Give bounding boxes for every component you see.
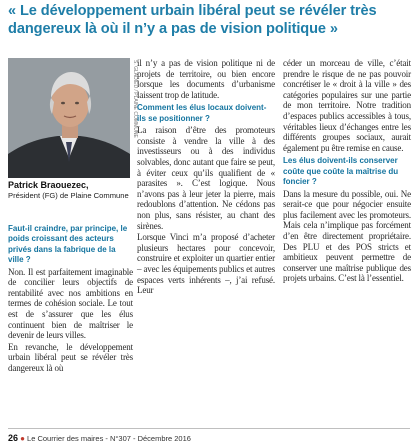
column-1: [8, 224, 133, 374]
footer-divider: [8, 428, 410, 429]
portrait-illustration: [8, 58, 130, 178]
photo-credit: S. GLADIEU / PLAINE COMMUNE: [132, 60, 138, 138]
question-1: Faut-il craindre, par principe, le poids croissant des acteurs privés dans la fabrique de la ville ?: [8, 224, 128, 265]
answer-2-paragraph-1: La raison d’être des promoteurs consiste à vendre la ville à des investisseurs ou à des individus solvables, donc autant que faire se peut, à éviter ceux qu’ils qualifient de « parasites ». C’est logique. Nous n’avons pas à leur jeter la pierre, mais redoublons d’attention. Ne cédons pas non plus, sans résister, au chant des sirènes.: [137, 125, 275, 231]
answer-1-paragraph-2: En revanche, le développement urbain libéral peut se révéler très dangereux là où: [8, 341, 133, 373]
answer-1-paragraph-1: Non. Il est parfaitement imaginable de concilier leurs objectifs de rentabilité avec nos ambitions en termes de cohésion sociale. Le tout est de s’assurer que les élus continuent bien de maîtriser le devenir de leurs villes.: [8, 266, 133, 341]
publication-info: Le Courrier des maires - N°307 - Décembre 2016: [27, 434, 191, 443]
question-3: Les élus doivent-ils conserver coûte que coûte la maîtrise du foncier ?: [283, 156, 399, 187]
column-2: [137, 58, 275, 296]
answer-1-continuation: il n’y a pas de vision politique ni de projets de territoire, ou bien encore lorsque les documents d’urbanisme laissent trop de latitude.: [137, 58, 275, 100]
column-3: [283, 58, 411, 284]
article-headline: « Le développement urbain libéral peut se révéler très dangereux là où il n’y a pas de vision politique »: [8, 3, 377, 37]
question-2: Comment les élus locaux doivent-ils se positionner ?: [137, 103, 267, 123]
page-footer: [8, 431, 191, 445]
answer-2-paragraph-2: Lorsque Vinci m’a proposé d’acheter plusieurs hectares pour concevoir, construire et exploiter un quartier entier – avec les équipements publics et autres espaces verts inhérents –, j’ai refusé. Leur: [137, 232, 275, 296]
page-number: 26: [8, 433, 19, 443]
interviewee-title: Président (FG) de Plaine Commune: [8, 191, 129, 200]
footer-bullet-icon: ●: [20, 434, 25, 443]
answer-3-paragraph-1: Dans la mesure du possible, oui. Ne serait-ce que pour négocier ensuite plus facilement avec les promoteurs. Mais cela n’implique pas forcément d’en être directement propriétaire. Des PLU et des POS stricts et ambitieux peuvent permettre de conserver une maîtrise publique des projets urbains. C’est là l’essentiel.: [283, 188, 411, 284]
interviewee-name: Patrick Braouezec,: [8, 180, 89, 190]
answer-2-continuation: céder un morceau de ville, c’était prendre le risque de ne pas pouvoir concrétiser le « droit à la ville » des catégories populaires sur une partie de mon territoire. Notre tradition d’espaces publics accessibles à tous, véritables lieux d’échanges entre les différents groupes sociaux, aurait également pu être remise en cause.: [283, 58, 411, 153]
portrait-photo: [8, 58, 130, 178]
